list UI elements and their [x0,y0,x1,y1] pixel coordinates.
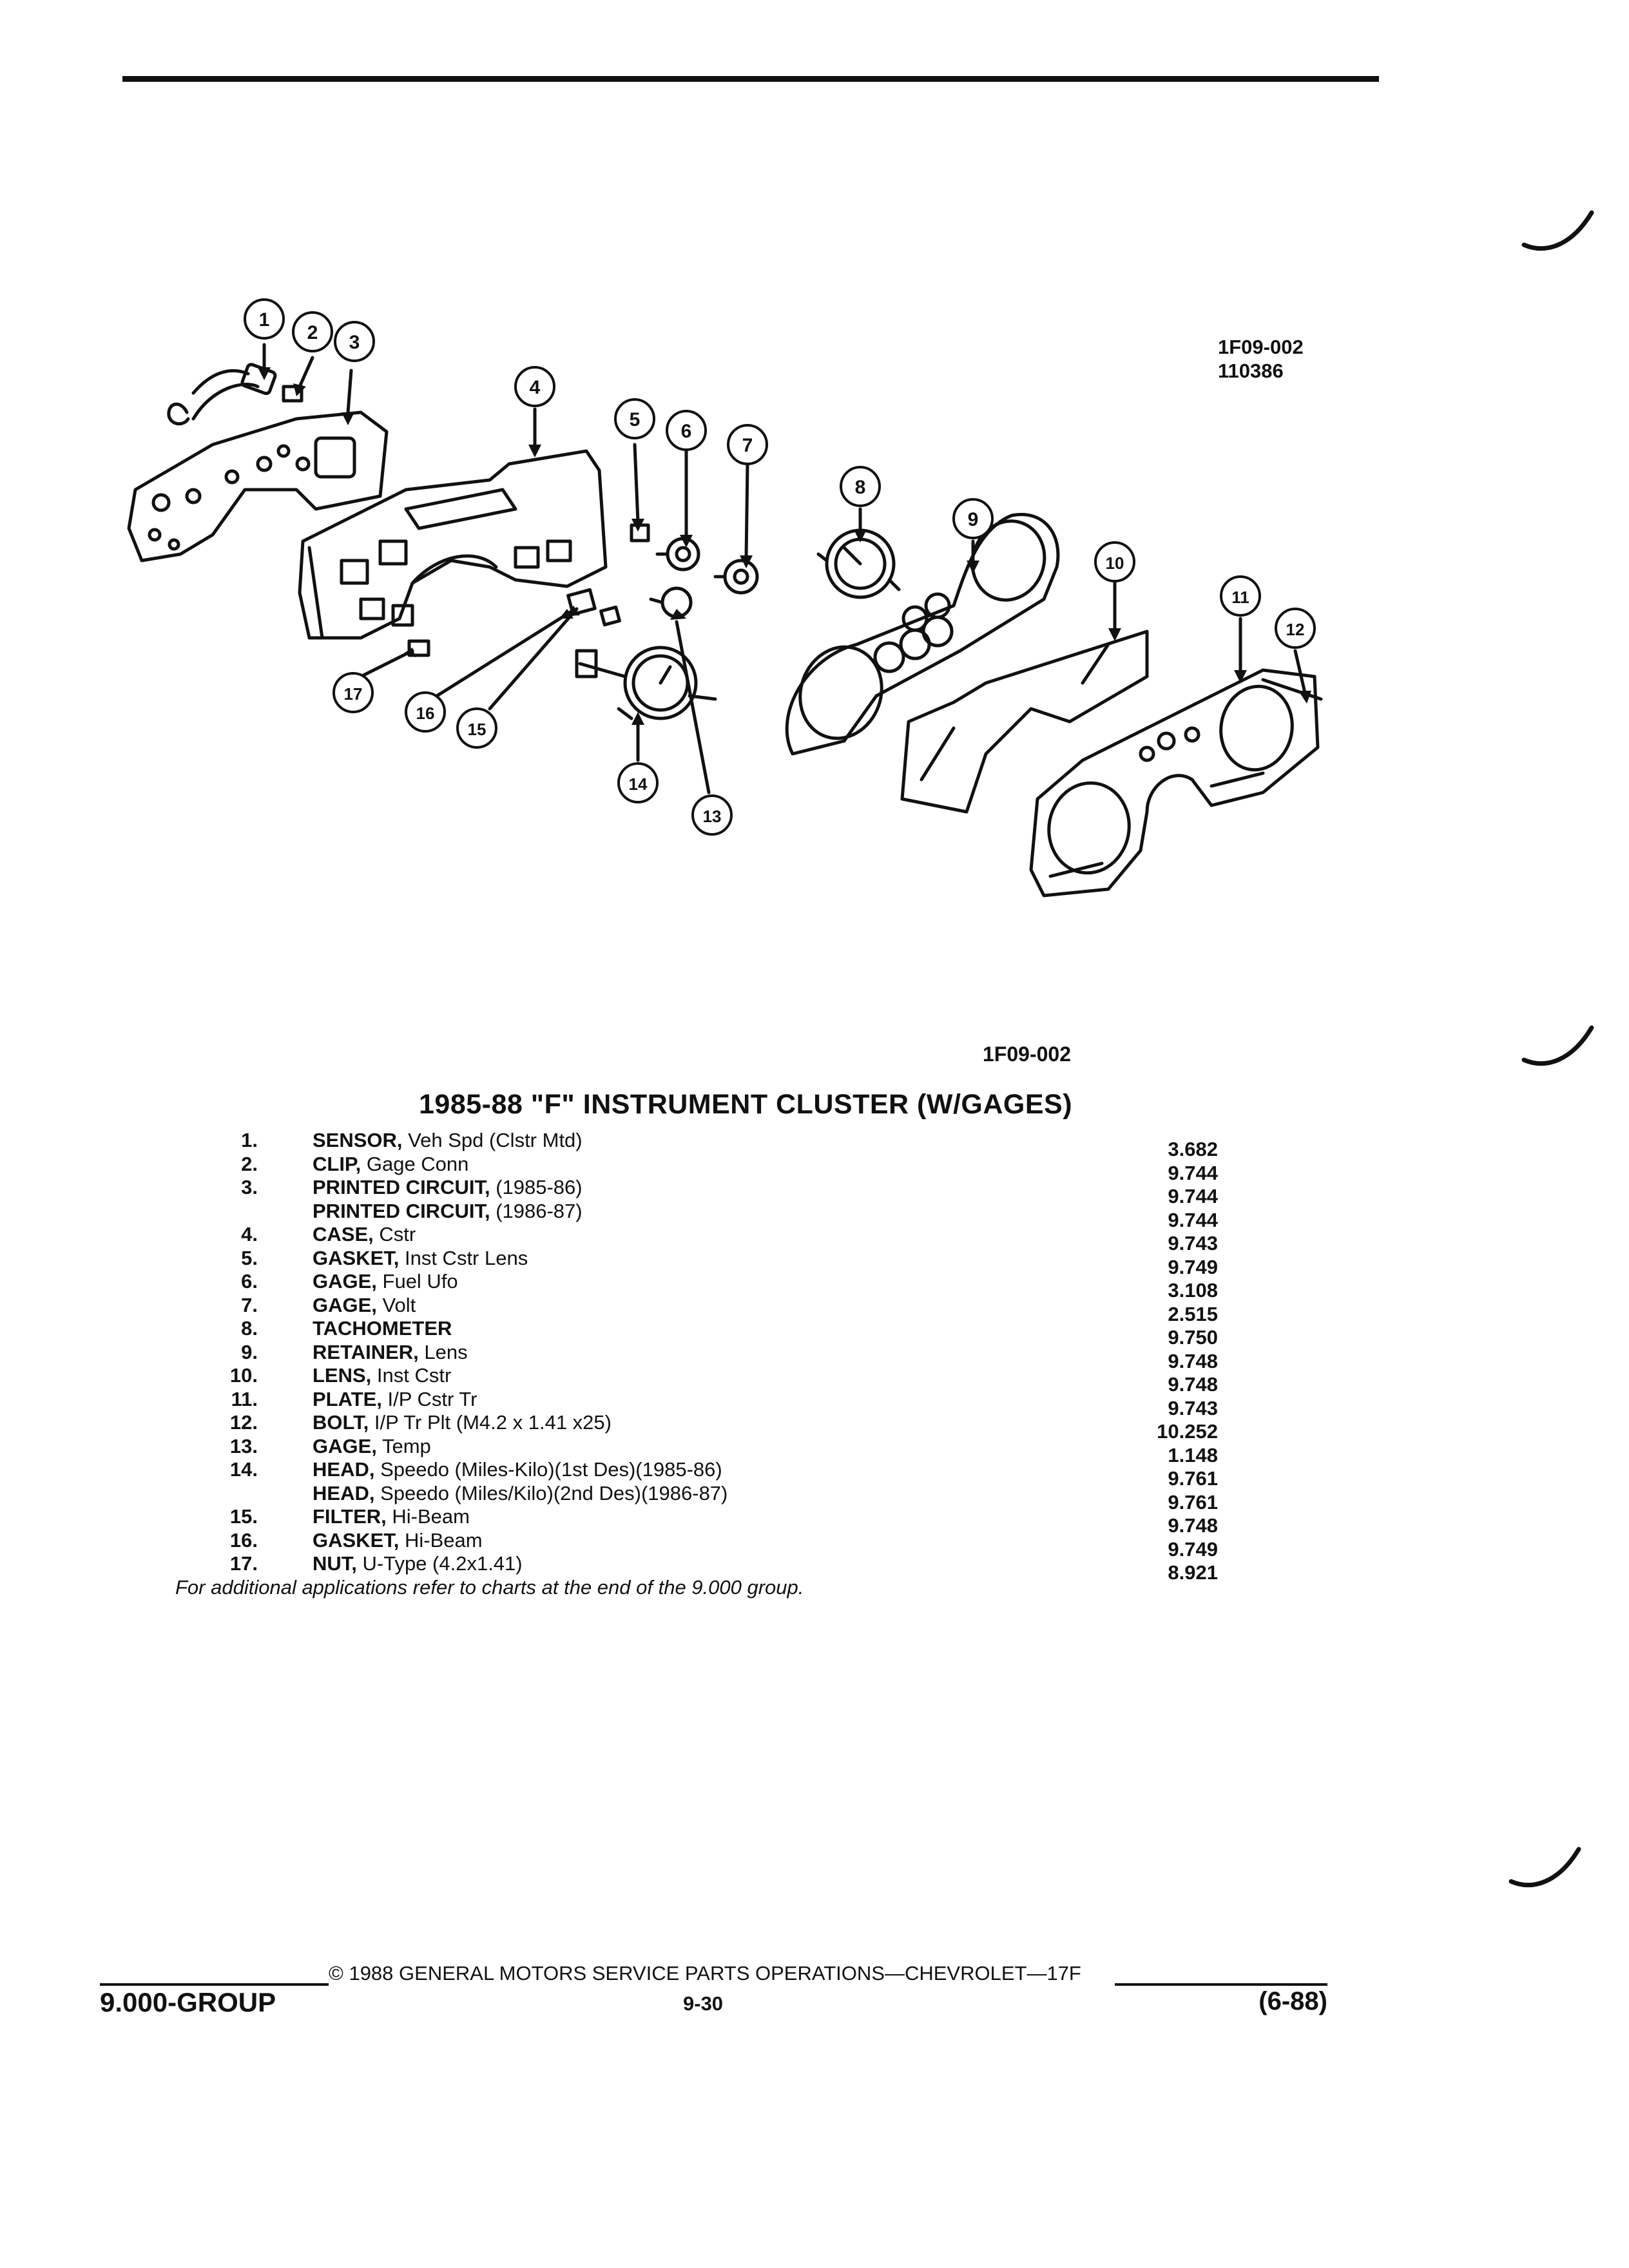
part-description [313,1129,589,1152]
part-number: 10. [229,1364,258,1387]
part-number: 7. [241,1293,258,1316]
callout-15: 15 [467,720,487,739]
part-name: PRINTED CIRCUIT, [313,1199,490,1222]
part-name: PLATE, [313,1387,382,1410]
figure-code: 1F09-002 110386 [1218,336,1304,382]
footnote: For additional applications refer to charts at the end of the 9.000 group. [175,1576,804,1599]
part-description [313,1341,474,1364]
part-value: 9.749 [1168,1537,1218,1561]
part-tachometer [818,530,899,597]
part-row [174,1387,1218,1419]
part-name: TACHOMETER [313,1317,452,1340]
callout-6: 6 [680,421,692,442]
part-row [174,1552,1218,1584]
part-volt-gage [715,561,757,593]
part-number: 4. [241,1223,258,1245]
part-number: 16. [229,1528,258,1552]
part-name: RETAINER, [313,1340,419,1363]
part-row [174,1246,1218,1278]
part-description [313,1552,529,1575]
part-row [174,1458,1218,1490]
part-name: GAGE, [313,1270,377,1293]
part-name: GASKET, [313,1246,400,1269]
part-detail: I/P Tr Plt (M4.2 x 1.41 x25) [369,1411,612,1434]
part-detail: Speedo (Miles-Kilo)(1st Des)(1985-86) [374,1458,722,1481]
part-description [313,1200,589,1223]
part-row [174,1152,1218,1184]
part-value: 9.748 [1168,1514,1218,1537]
part-value: 9.761 [1168,1467,1218,1490]
part-name: GASKET, [313,1528,400,1552]
part-detail: (1986-87) [490,1199,583,1222]
part-detail: Inst Cstr Lens [399,1246,528,1269]
part-temp-gage [651,588,691,617]
part-printed-circuit [129,412,387,561]
part-row [174,1364,1218,1396]
part-value: 9.748 [1168,1349,1218,1372]
part-number: 11. [231,1387,258,1410]
part-row [174,1505,1218,1537]
part-detail: Lens [418,1340,468,1363]
part-name: GAGE, [313,1434,377,1457]
exploded-diagram [0,0,1629,966]
part-value: 9.744 [1168,1185,1218,1207]
footer-page-number: 9-30 [683,1992,724,2015]
part-number: 12. [229,1411,258,1434]
part-row [174,1411,1218,1443]
part-number: 17. [229,1552,258,1575]
part-description [313,1388,484,1411]
part-detail: Gage Conn [361,1152,469,1175]
part-row [174,1199,1218,1231]
part-number: 5. [241,1246,258,1269]
callout-9: 9 [967,509,979,530]
part-detail: Hi-Beam [386,1505,470,1528]
part-description [313,1435,438,1458]
part-description [313,1505,476,1528]
part-description [313,1153,475,1176]
part-value: 9.749 [1168,1255,1218,1278]
part-value: 2.515 [1168,1302,1218,1325]
callout-12: 12 [1286,620,1305,639]
part-name: PRINTED CIRCUIT, [313,1176,490,1198]
callout-10: 10 [1105,553,1124,573]
part-name: SENSOR, [313,1129,403,1151]
part-number: 6. [241,1270,258,1293]
part-value: 9.744 [1168,1208,1218,1231]
part-description [313,1482,734,1505]
part-value: 1.148 [1168,1443,1218,1466]
part-row [174,1340,1218,1372]
part-speedo-head [577,648,715,718]
callout-2: 2 [307,322,318,343]
callout-4: 4 [529,377,541,398]
part-row [174,1317,1218,1349]
part-name: HEAD, [313,1481,375,1504]
part-trim-plate [1031,670,1318,896]
margin-check-icon [1508,1843,1585,1894]
part-name: LENS, [313,1364,372,1387]
part-row [174,1481,1218,1514]
part-detail: (1985-86) [490,1176,583,1198]
part-description [313,1411,618,1434]
part-number: 15. [229,1505,258,1528]
part-row [174,1223,1218,1254]
part-detail: Fuel Ufo [376,1270,458,1293]
callout-11: 11 [1231,588,1249,607]
part-number: 1. [241,1129,258,1151]
part-name: NUT, [313,1552,357,1575]
part-number: 9. [241,1340,258,1363]
part-name: CASE, [313,1223,374,1245]
callout-17: 17 [343,684,363,704]
callout-7: 7 [742,435,753,456]
part-row [174,1528,1218,1561]
part-name: FILTER, [313,1505,387,1528]
part-description [313,1294,422,1317]
part-sensor [169,363,276,424]
part-description [313,1317,458,1340]
part-name: CLIP, [313,1152,361,1175]
part-detail: Temp [376,1434,431,1457]
margin-check-icon [1521,206,1598,258]
part-description [313,1529,489,1552]
part-number: 8. [241,1317,258,1340]
part-detail: Cstr [373,1223,416,1245]
callout-8: 8 [854,477,866,498]
margin-check-icon [1521,1021,1598,1073]
part-value: 10.252 [1157,1420,1218,1443]
part-description [313,1364,458,1387]
part-detail: U-Type (4.2x1.41) [356,1552,523,1575]
part-value: 3.682 [1168,1138,1218,1160]
callout-13: 13 [702,807,722,826]
part-case [300,451,606,638]
part-value: 9.744 [1168,1161,1218,1184]
part-row [174,1293,1218,1325]
part-lens [902,631,1147,812]
part-value: 8.921 [1168,1561,1218,1584]
part-name: HEAD, [313,1458,375,1481]
part-number: 2. [241,1152,258,1175]
part-detail: Volt [376,1293,416,1316]
callout-5: 5 [629,409,641,430]
footer-copyright: © 1988 GENERAL MOTORS SERVICE PARTS OPERATIONS—CHEVROLET—17F [329,1962,1081,1984]
part-detail: Veh Spd (Clstr Mtd) [402,1129,583,1151]
part-number: 13. [229,1434,258,1457]
part-row [174,1129,1218,1160]
part-detail: Inst Cstr [371,1364,452,1387]
part-number: 3. [241,1176,258,1198]
part-row [174,1434,1218,1466]
part-name: GAGE, [313,1293,377,1316]
callout-14: 14 [628,774,648,794]
page-title: 1985-88 "F" INSTRUMENT CLUSTER (W/GAGES) [419,1089,1073,1120]
part-fuel-gage [657,539,699,570]
part-value: 9.743 [1168,1396,1218,1419]
callout-16: 16 [416,704,435,723]
part-number: 14. [229,1458,258,1481]
part-value: 3.108 [1168,1279,1218,1302]
footer-date: (6-88) [1115,1983,1327,2016]
part-value: 9.761 [1168,1490,1218,1514]
part-hibeam-gasket [601,607,620,624]
part-description [313,1223,422,1246]
part-description [313,1176,589,1199]
part-detail: Hi-Beam [399,1528,483,1552]
part-value: 9.750 [1168,1326,1218,1349]
part-value: 9.743 [1168,1232,1218,1254]
part-detail: I/P Cstr Tr [381,1387,477,1410]
part-detail: Speedo (Miles/Kilo)(2nd Des)(1986-87) [374,1481,728,1504]
part-name: BOLT, [313,1411,369,1434]
part-row [174,1176,1218,1207]
footer-group: 9.000-GROUP [100,1983,329,2018]
part-description [313,1458,729,1481]
part-row [174,1270,1218,1302]
callout-1: 1 [258,309,270,331]
callout-3: 3 [349,332,360,353]
part-value: 9.748 [1168,1373,1218,1396]
part-description [313,1247,534,1270]
part-description [313,1270,465,1293]
figure-code-bottom: 1F09-002 [983,1043,1071,1066]
parts-list [174,1129,1218,1584]
